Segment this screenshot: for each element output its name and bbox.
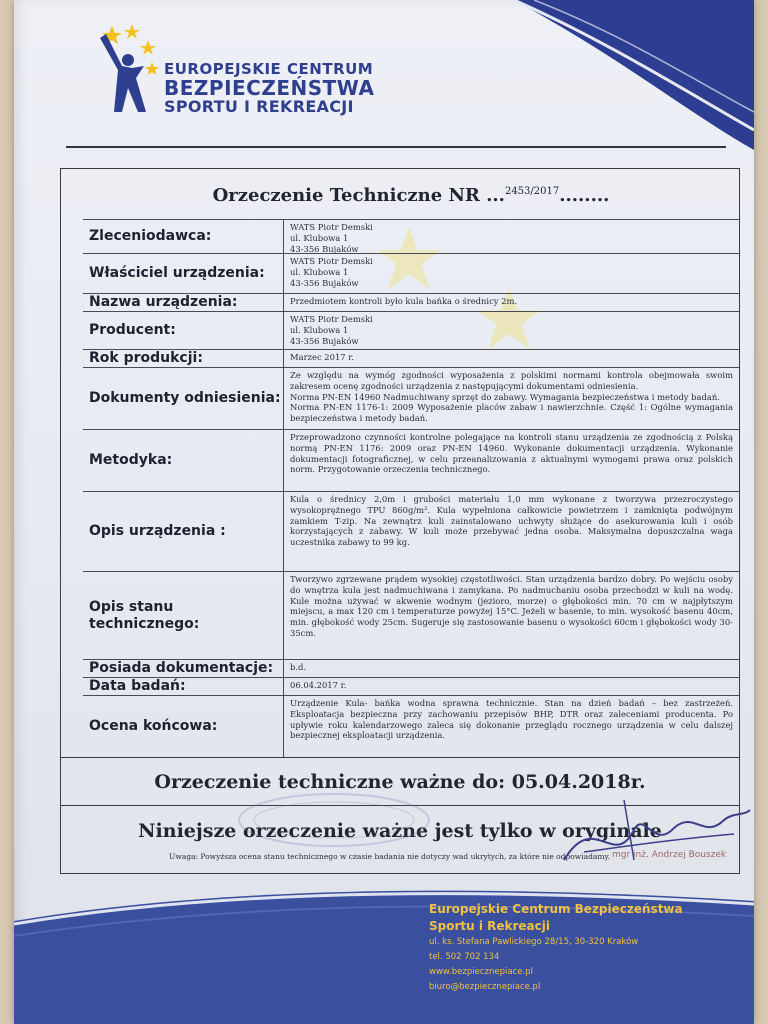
- row-value: [283, 368, 733, 429]
- row-label: Posiada dokumentacje:: [89, 660, 274, 677]
- row-label: Ocena końcowa:: [89, 718, 218, 735]
- validity-statement: Orzeczenie techniczne ważne do: 05.04.2018r.: [61, 757, 739, 806]
- org-name-line1: EUROPEJSKIE CENTRUM: [164, 60, 374, 78]
- liability-note: Uwaga: Powyższa ocena stanu technicznego w czasie badania nie dotyczy wad ukrytych, za które nie odpowiadamy.: [169, 852, 611, 861]
- row-label: Opis stanu technicznego:: [89, 599, 200, 632]
- row-producer: [83, 311, 739, 349]
- signatory-name: mgr inż. Andrzej Bouszek: [612, 850, 727, 860]
- row-value: Marzec 2017 r.: [283, 350, 733, 367]
- org-name-line3: SPORTU I REKREACJI: [164, 96, 354, 116]
- value-line: WATS Piotr Demski: [290, 314, 373, 324]
- ecbsr-logo-icon: [92, 22, 162, 122]
- document-page: [14, 0, 754, 1024]
- row-final-assessment: [83, 695, 739, 757]
- row-test-date: [83, 677, 739, 695]
- row-value: Kula o średnicy 2,0m i grubości materiału 1,0 mm wykonane z tworzywa przezroczystego wysokoprężnego TPU 860g/m². Kula wypełniona całkowicie powietrzem i zamknięta podwójnym zamkiem T-zip. Na zewnątrz kuli zainstalowano uchwyty służące do asekurowania kuli i osób korzystających z zabawy. W kuli może przebywać jedna osoba. Maksymalna dopuszczalna waga uczestnika zabawy to 99 kg.: [283, 492, 733, 571]
- footer-contact: [429, 901, 683, 995]
- footer-phone: tel. 502 702 134: [429, 952, 500, 962]
- row-label: Metodyka:: [89, 452, 173, 469]
- row-device-description: [83, 491, 739, 571]
- row-label: Opis urządzenia :: [89, 523, 226, 540]
- faded-stamp: [234, 790, 434, 850]
- value-line: WATS Piotr Demski: [290, 222, 373, 232]
- row-value: Przeprowadzono czynności kontrolne polegające na kontroli stanu urządzenia ze zgodnością z Polską normą PN-EN 1176: 2009 oraz PN-EN 14960. Wykonanie dokumentacji urządzenia. Wykonanie dokumentacji fotograficznej, w celu przeanalizowania z aktualnymi wymogami prawa oraz polskich norm. Przygotowanie orzeczenia technicznego.: [283, 430, 733, 491]
- row-label: Zleceniodawca:: [89, 228, 212, 245]
- header-decoration: [454, 0, 754, 150]
- value-line: Norma PN-EN 1176-1: 2009 Wyposażenie placów zabaw i nawierzchnie. Część 1: Ogólne wymagania bezpieczeństwa i metody badań.: [290, 402, 733, 423]
- row-value: [283, 254, 733, 293]
- footer-website: www.bezpiecznepiace.pl: [429, 967, 533, 977]
- footer-name-line2: Sportu i Rekreacji: [429, 919, 550, 933]
- row-technical-condition: [83, 571, 739, 659]
- row-label: Producent:: [89, 322, 176, 339]
- row-label: Dokumenty odniesienia:: [89, 390, 281, 407]
- row-label: Właściciel urządzenia:: [89, 265, 265, 282]
- org-name-line2: BEZPIECZEŃSTWA: [164, 75, 375, 100]
- row-value: [283, 220, 733, 253]
- row-reference-documents: [83, 367, 739, 429]
- footer: [14, 876, 754, 1024]
- certificate-table: [60, 168, 740, 874]
- footer-name-line1: Europejskie Centrum Bezpieczeństwa: [429, 902, 683, 916]
- original-notice: Niniejsze orzeczenie ważne jest tylko w oryginale: [138, 820, 662, 842]
- value-line: 43-356 Bujaków: [290, 335, 359, 346]
- row-value: 06.04.2017 r.: [283, 678, 733, 695]
- header-divider: [66, 146, 726, 148]
- row-value: Tworzywo zgrzewane prądem wysokiej częstotliwości. Stan urządzenia bardzo dobry. Po wejściu osoby do wnętrza kula jest nadmuchiwana i zamykana. Po nadmuchaniu osoba przechodzi w kuli na wodę. Kule można używać w akwenie wodnym (jezioro, morze) o głębokości min. 70 cm w najpłytszym miejscu, a max 120 cm i temperaturze powyżej 15°C. Jeżeli w basenie, to min. wysokość basenu 40cm, min. głębokość wody 25cm. Sugeruje się zastosowanie basenu o wysokości 60cm i głębokości wody 30-35cm.: [283, 572, 733, 659]
- footer-email: biuro@bezpiecznepiace.pl: [429, 982, 541, 992]
- row-label: Data badań:: [89, 678, 186, 695]
- signature-icon: [554, 790, 754, 880]
- title-prefix: Orzeczenie Techniczne NR ...: [212, 185, 505, 206]
- row-production-year: [83, 349, 739, 367]
- row-value: [283, 312, 733, 349]
- row-device-name: [83, 293, 739, 311]
- row-documentation: [83, 659, 739, 677]
- row-value: Przedmiotem kontroli było kula bańka o średnicy 2m.: [283, 294, 733, 311]
- row-label: Rok produkcji:: [89, 350, 203, 367]
- value-line: ul. Klubowa 1: [290, 266, 349, 277]
- value-line: ul. Klubowa 1: [290, 232, 349, 243]
- certificate-number: 2453/2017: [504, 186, 560, 197]
- row-label: Nazwa urządzenia:: [89, 294, 238, 311]
- row-value: Urządzenie Kula- bańka wodna sprawna technicznie. Stan na dzień badań – bez zastrzeżeń. Eksploatacja bezpieczna przy zachowaniu przepisów BHP, DTR oraz zaleceniami producenta. Po upływie roku kalendarzowego zaleca się dokonanie przeglądu rocznego urządzenia w celu dalszej bezpiecznej eksploatacji urządzenia.: [283, 696, 733, 757]
- row-owner: [83, 253, 739, 293]
- value-line: 43-356 Bujaków: [290, 243, 359, 253]
- organization-name: [164, 62, 374, 116]
- row-client: [83, 219, 739, 253]
- value-line: ul. Klubowa 1: [290, 324, 349, 335]
- value-line: 43-356 Bujaków: [290, 277, 359, 288]
- value-line: Norma PN-EN 14960 Nadmuchiwany sprzęt do zabawy. Wymagania bezpieczeństwa i metody badań.: [290, 391, 720, 402]
- footer-address: ul. ks. Stefana Pawlickiego 28/15, 30-320 Kraków: [429, 937, 639, 947]
- row-value: b.d.: [283, 660, 733, 677]
- value-line: Ze względu na wymóg zgodności wyposażenia z polskimi normami kontrola obejmowała swoim zakresem ocenę zgodności urządzenia z następującymi dokumentami odniesienia.: [290, 370, 733, 391]
- row-methodology: [83, 429, 739, 491]
- value-line: WATS Piotr Demski: [290, 256, 373, 266]
- title-suffix: ........: [559, 185, 610, 206]
